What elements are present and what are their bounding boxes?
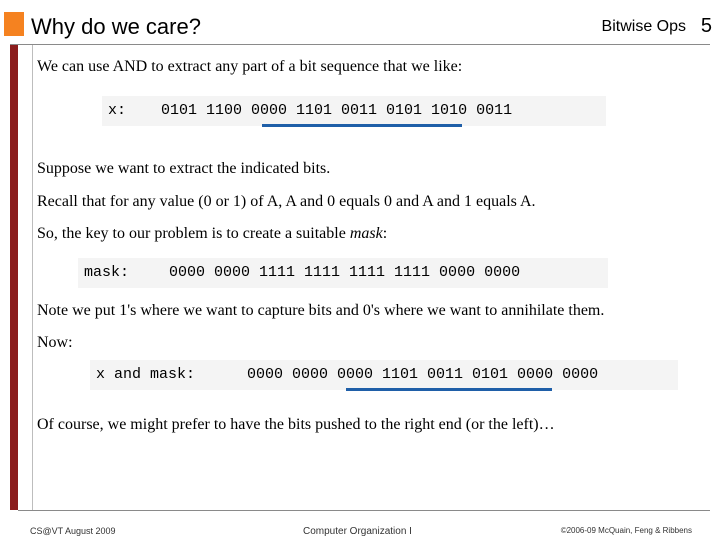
section-label: Bitwise Ops bbox=[601, 18, 686, 35]
title-accent-block bbox=[4, 12, 24, 36]
code-box-result bbox=[90, 360, 678, 390]
footer-right: ©2006-09 McQuain, Feng & Ribbens bbox=[560, 526, 692, 535]
code-box-x bbox=[102, 96, 606, 126]
top-divider bbox=[10, 44, 710, 45]
result-highlight-underline bbox=[346, 388, 552, 391]
paragraph-7: Of course, we might prefer to have the bits pushed to the right end (or the left)… bbox=[37, 416, 555, 433]
paragraph-4-text: So, the key to our problem is to create a suitable bbox=[37, 225, 350, 242]
paragraph-6: Now: bbox=[37, 334, 73, 351]
left-accent-bar bbox=[10, 45, 18, 510]
slide-title: Why do we care? bbox=[31, 14, 201, 39]
code-label: x: bbox=[108, 102, 127, 119]
paragraph-3: Recall that for any value (0 or 1) of A, A and 0 equals 0 and A and 1 equals A. bbox=[37, 193, 536, 210]
paragraph-1: We can use AND to extract any part of a bit sequence that we like: bbox=[37, 58, 463, 75]
page-number: 5 bbox=[700, 15, 712, 37]
code-label: mask: bbox=[84, 264, 130, 281]
bit-highlight-underline bbox=[262, 124, 462, 127]
mask-emphasis: mask bbox=[349, 225, 383, 242]
paragraph-4-colon: : bbox=[382, 225, 388, 242]
code-label: x and mask: bbox=[96, 366, 196, 383]
paragraph-2: Suppose we want to extract the indicated bits. bbox=[37, 160, 331, 177]
left-guide-line bbox=[32, 45, 33, 510]
code-value: 0101 1100 0000 1101 0011 0101 1010 0011 bbox=[161, 102, 513, 119]
footer-center: Computer Organization I bbox=[303, 526, 412, 537]
paragraph-4 bbox=[37, 225, 387, 243]
paragraph-5: Note we put 1's where we want to capture bits and 0's where we want to annihilate them. bbox=[37, 302, 605, 319]
bottom-divider bbox=[18, 510, 710, 511]
code-box-mask bbox=[78, 258, 608, 288]
code-value: 0000 0000 1111 1111 1111 1111 0000 0000 bbox=[169, 264, 521, 281]
footer-left: CS@VT August 2009 bbox=[30, 526, 116, 536]
code-value: 0000 0000 0000 1101 0011 0101 0000 0000 bbox=[247, 366, 599, 383]
